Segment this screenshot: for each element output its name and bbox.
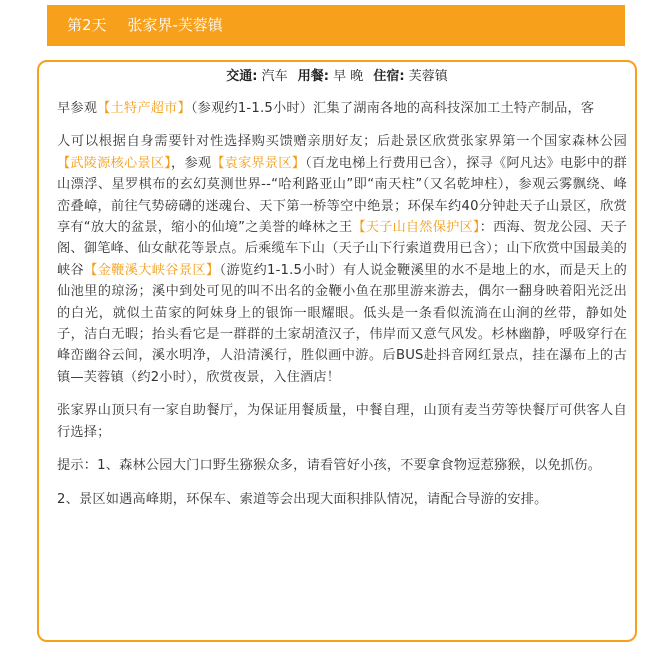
day-title: 张家界-芙蓉镇 [127,16,223,34]
paragraph-meal-note: 张家界山顶只有一家自助餐厅，为保证用餐质量，中餐自理，山顶有麦当劳等快餐厅可供客人自行选择； [57,403,627,440]
paragraph-tip-2: 2、景区如遇高峰期，环保车、索道等会出现大面积排队情况，请配合导游的安排。 [57,491,548,507]
transport-label: 交通: [226,69,258,84]
text-segment: （参观约1-1.5小时）汇集了湖南各地的高科技深加工土特产制品，客 [190,101,595,116]
stay-info [373,69,447,84]
text-segment: ：西海、贺龙公园、天子阁、御笔峰、仙女献花等景点。后乘缆车下山（天子山下行索道费用已含）；山下欣赏中国最美的峡谷 [57,220,628,278]
spot-link-specialty-market[interactable]: 【土特产超市】 [97,101,191,116]
text-segment: 人可以根据自身需要针对性选择购买馈赠亲朋好友；后赴景区欣赏张家界第一个国家森林公园 [57,134,627,150]
meal-info [298,69,368,84]
day-header [47,5,625,46]
spot-link-yuanjiajie[interactable]: 【袁家界景区】 [211,155,306,171]
day-number: 第2天 [67,16,107,34]
transport-value: 汽车 [261,69,288,84]
spot-link-wulingyuan[interactable]: 【武陵源核心景区】 [57,155,172,171]
text-segment: 早参观 [57,101,98,116]
meal-label: 用餐: [297,69,329,84]
text-segment: （百龙电梯上行费用已含），探寻《阿凡达》电影中的群山漂浮、星罗棋布的玄幻莫测世界--“哈利路亚山”即“南天柱”（又名乾坤柱），参观云雾飘绕、峰峦叠嶂，前往气势磅礴的迷魂台、天下第一桥等空中绝景；环保车约40分钟赴天子山景区，欣赏享有“放大的盆景，缩小的仙境”之美誉的峰林之王 [57,155,627,236]
stay-value: 芙蓉镇 [408,69,448,84]
spot-link-tianzishan[interactable]: 【天子山自然保护区】 [352,220,480,236]
meta-row [39,62,635,92]
stay-label: 住宿: [373,69,405,84]
itinerary-card [37,60,637,642]
text-segment: ，参观 [171,155,212,171]
paragraph-intro [57,98,627,119]
paragraph-scenic-tour [57,131,627,388]
spot-link-jinbianxi[interactable]: 【金鞭溪大峡谷景区】 [84,262,220,278]
transport-info [226,69,292,84]
meal-value: 早 晚 [333,69,364,84]
text-segment: （游览约1-1.5小时）有人说金鞭溪里的水不是地上的水，而是天上的仙池里的琼汤；溪中到处可见的叫不出名的金鞭小鱼在那里游来游去，偶尔一翻身映着阳光泛出的白光，就似土苗家的阿妹身上的银饰一眼耀眼。低头是一条看似流淌在山涧的丝带，静如处子，洁白无暇；抬头看它是一群群的土家胡渣汉子，伟岸而又意气风发。杉林幽静，呼吸穿行在峰峦幽谷云间，溪水明净，人沿清溪行，胜似画中游。后BUS赴抖音网红景点，挂在瀑布上的古镇—芙蓉镇（约2小时），欣赏夜景，入住酒店！ [57,262,627,385]
paragraph-tip-1: 提示：1、森林公园大门口野生猕猴众多，请看管好小孩，不要拿食物逗惹猕猴，以免抓伤。 [57,458,602,474]
itinerary-body [57,98,627,522]
